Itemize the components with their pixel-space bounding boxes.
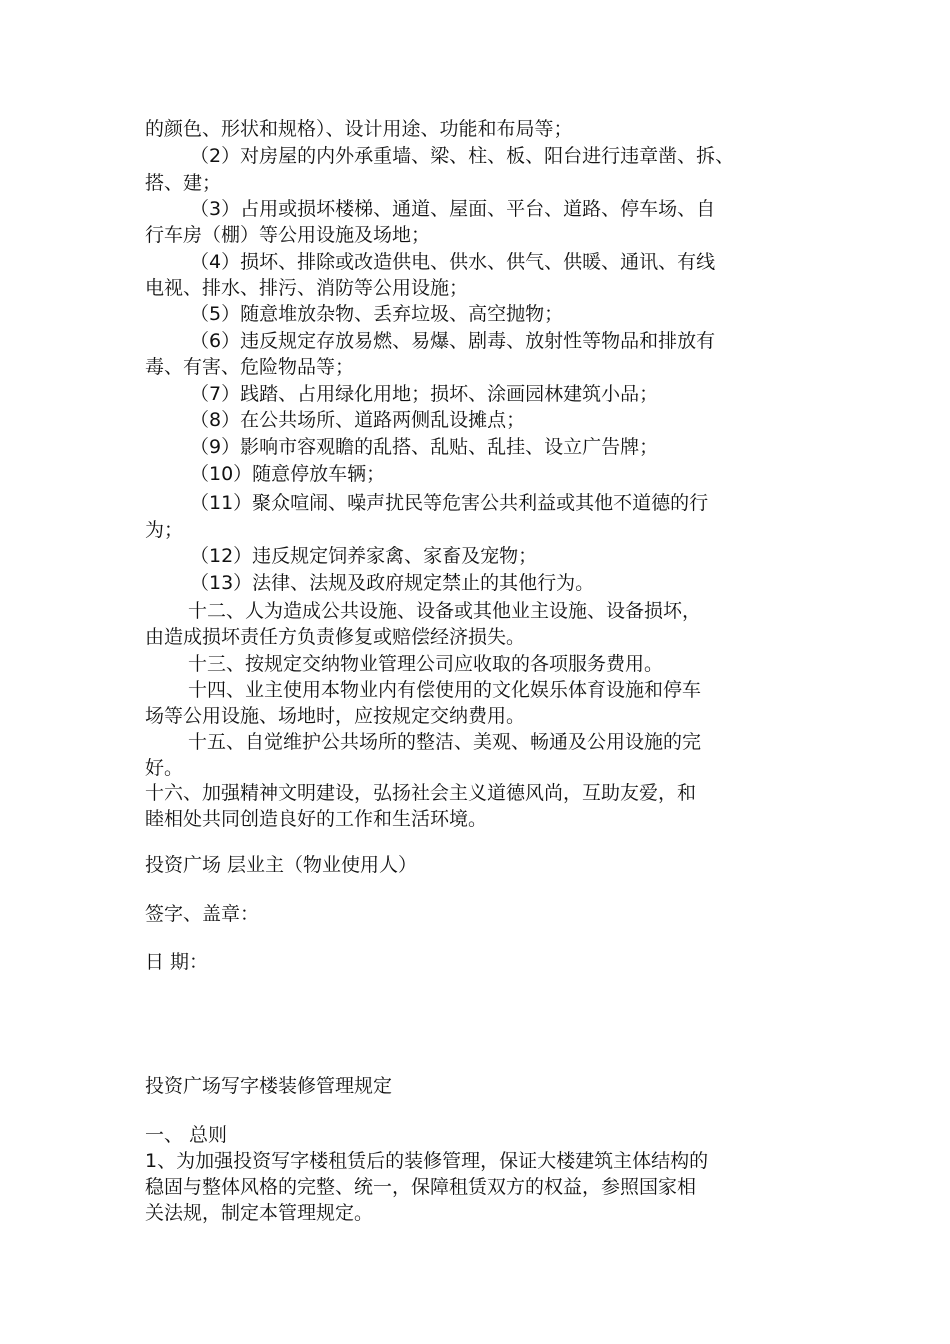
text-line: （8）在公共场所、道路两侧乱设摊点； [190, 409, 526, 431]
owner-label: 投资广场 层业主（物业使用人） [145, 854, 418, 876]
text-line: 好。 [145, 757, 184, 779]
text-line: （13）法律、法规及政府规定禁止的其他行为。 [190, 572, 595, 594]
text-line: 电视、排水、排污、消防等公用设施； [145, 277, 469, 299]
text-line: 稳固与整体风格的完整、统一，保障租赁双方的权益，参照国家相 [145, 1176, 697, 1198]
text-line: （2）对房屋的内外承重墙、梁、柱、板、阳台进行违章凿、拆、 [190, 145, 735, 167]
text-line: 十四、业主使用本物业内有偿使用的文化娱乐体育设施和停车 [188, 679, 702, 701]
text-line: 十五、自觉维护公共场所的整洁、美观、畅通及公用设施的完 [188, 731, 702, 753]
text-line: 行车房（棚）等公用设施及场地； [145, 224, 431, 246]
text-line: （3）占用或损坏楼梯、通道、屋面、平台、道路、停车场、自 [190, 198, 716, 220]
text-line: （9）影响市容观瞻的乱搭、乱贴、乱挂、设立广告牌； [190, 436, 659, 458]
text-line: （7）践踏、占用绿化用地；损坏、涂画园林建筑小品； [190, 383, 659, 405]
text-line: 场等公用设施、场地时，应按规定交纳费用。 [145, 705, 526, 727]
signature-label: 签字、盖章： [145, 903, 260, 925]
text-line: 由造成损坏责任方负责修复或赔偿经济损失。 [145, 626, 526, 648]
section-title: 投资广场写字楼装修管理规定 [145, 1075, 393, 1097]
text-line: （12）违反规定饲养家禽、家畜及宠物； [190, 545, 538, 567]
text-line: 毒、有害、危险物品等； [145, 356, 355, 378]
text-line: （5）随意堆放杂物、丢弃垃圾、高空抛物； [190, 303, 564, 325]
text-line: 1、为加强投资写字楼租赁后的装修管理，保证大楼建筑主体结构的 [145, 1150, 709, 1172]
date-label: 日 期： [145, 951, 209, 973]
text-line: （10）随意停放车辆； [190, 463, 386, 485]
text-line: 为； [145, 519, 184, 541]
text-line: （6）违反规定存放易燃、易爆、剧毒、放射性等物品和排放有 [190, 330, 716, 352]
text-line: 十六、加强精神文明建设，弘扬社会主义道德风尚，互助友爱，和 [145, 782, 697, 804]
text-line: 的颜色、形状和规格）、设计用途、功能和布局等； [145, 118, 573, 140]
text-line: 睦相处共同创造良好的工作和生活环境。 [145, 808, 488, 830]
text-line: 十三、按规定交纳物业管理公司应收取的各项服务费用。 [188, 653, 664, 675]
text-line: 十二、人为造成公共设施、设备或其他业主设施、设备损坏， [188, 600, 702, 622]
chapter-heading: 一、 总则 [145, 1124, 228, 1146]
text-line: （4）损坏、排除或改造供电、供水、供气、供暖、通讯、有线 [190, 251, 716, 273]
text-line: （11）聚众喧闹、噪声扰民等危害公共利益或其他不道德的行 [190, 492, 709, 514]
text-line: 搭、建； [145, 172, 222, 194]
text-line: 关法规，制定本管理规定。 [145, 1202, 374, 1224]
